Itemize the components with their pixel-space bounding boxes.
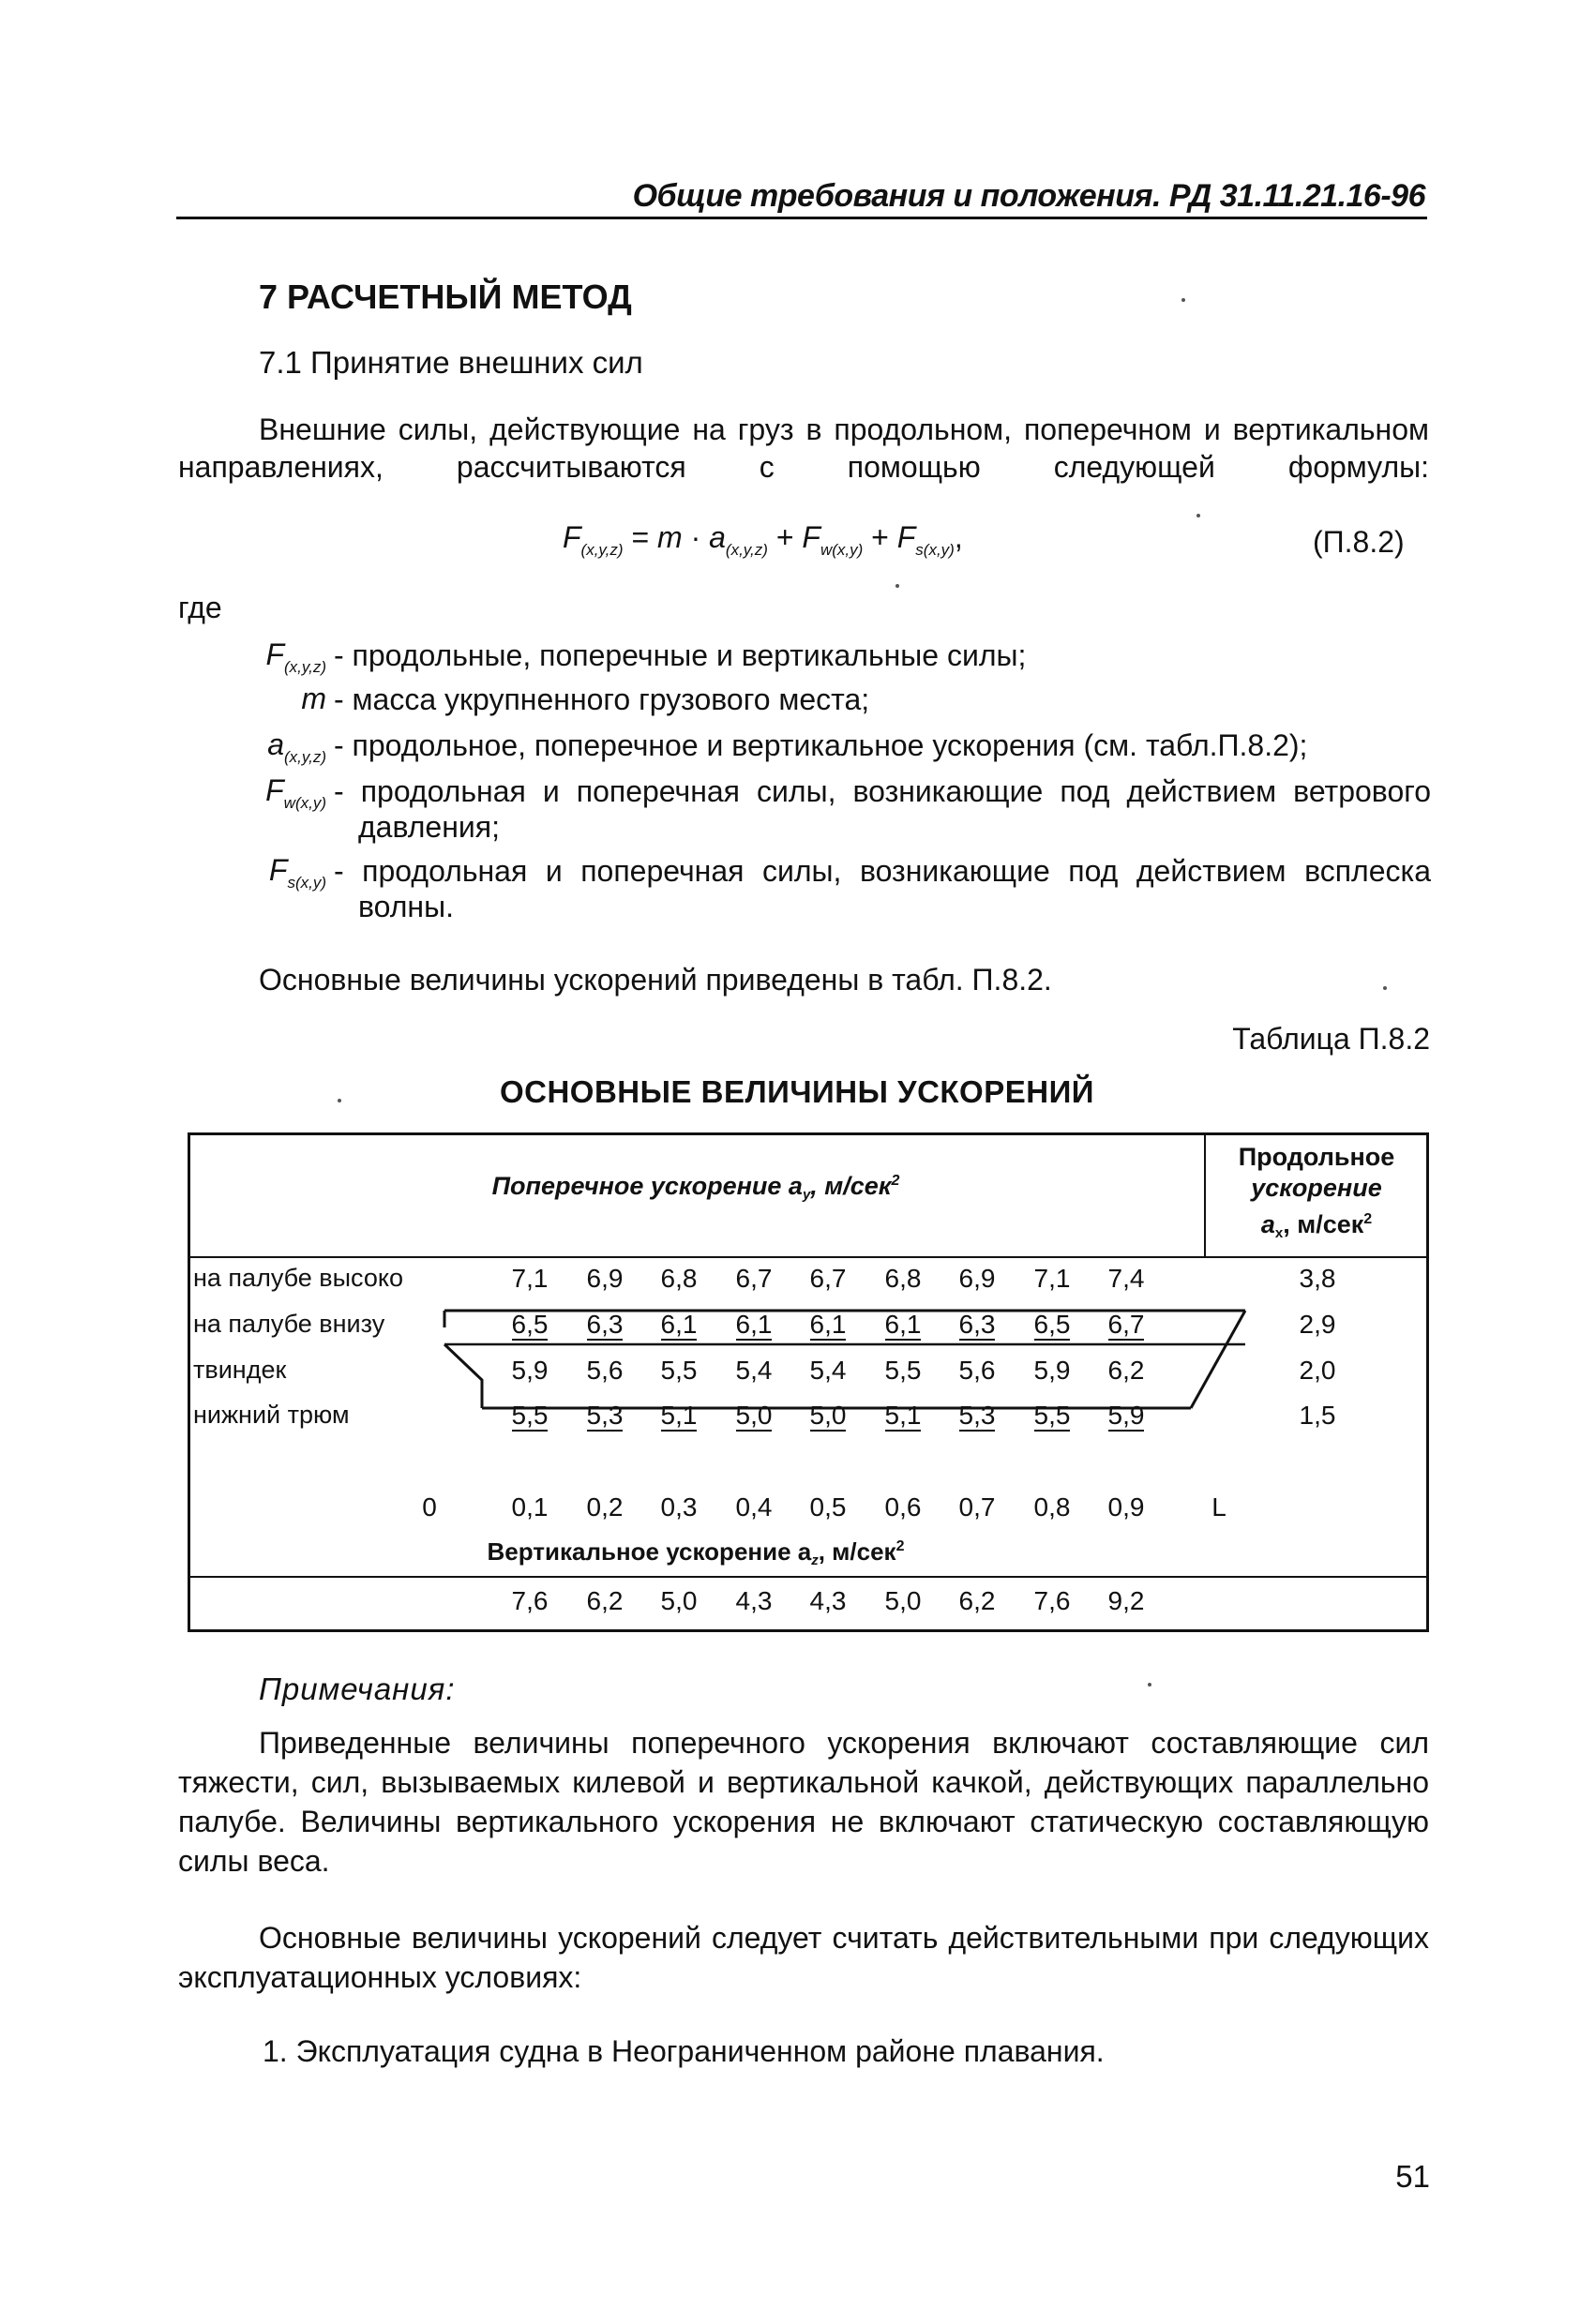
table-cell: 5,0 — [735, 1401, 773, 1430]
longitudinal-cell: 1,5 — [1299, 1401, 1336, 1430]
notes-title: Примечания: — [259, 1672, 456, 1706]
intro-paragraph: Внешние силы, действующие на груз в продольном, поперечном и вертикальном направлениях, рассчитываются с помощью следующей формулы: — [178, 412, 1429, 484]
scale-tick: 0,8 — [1033, 1492, 1071, 1522]
definition-symbol: $a_{(x,y,z)}$ — [267, 727, 326, 766]
table-cell: 6,9 — [958, 1264, 996, 1293]
vertical-cell: 7,6 — [511, 1586, 549, 1615]
scan-speck — [1148, 1683, 1151, 1687]
table-cell: 6,7 — [809, 1264, 847, 1293]
table-cell: 6,1 — [735, 1310, 773, 1339]
definition-symbol: m — [301, 682, 326, 715]
scale-tick: 0,5 — [809, 1492, 847, 1522]
hull-outline-icon — [441, 1303, 1266, 1444]
scale-tick: 0,7 — [958, 1492, 996, 1522]
table-cell: 5,5 — [884, 1356, 922, 1385]
scan-speck — [895, 584, 899, 588]
transverse-acceleration-header: Поперечное ускорение $a_y$, м/сек$^2$ — [491, 1172, 900, 1203]
table-cell: 5,4 — [809, 1356, 847, 1385]
running-header: Общие требования и положения. РД 31.11.21.16-96 — [632, 178, 1425, 214]
table-cell: 6,8 — [884, 1264, 922, 1293]
longitudinal-acceleration-header: Продольное ускорение $a_x$, м/сек$^2$ — [1238, 1143, 1395, 1241]
scan-speck — [1383, 986, 1387, 990]
table-cell: 5,6 — [586, 1356, 624, 1385]
vertical-cell: 9,2 — [1107, 1586, 1145, 1615]
table-cell: 5,9 — [1033, 1356, 1071, 1385]
subsection-heading: 7.1 Принятие внешних сил — [259, 345, 643, 380]
scale-end: L — [1211, 1492, 1226, 1522]
where-label: где — [178, 591, 222, 624]
longitudinal-cell: 2,9 — [1299, 1310, 1336, 1339]
row-label: твиндек — [193, 1356, 287, 1384]
row-label: нижний трюм — [193, 1401, 350, 1429]
table-cell: 5,5 — [511, 1401, 549, 1430]
table-cell: 5,4 — [735, 1356, 773, 1385]
longitudinal-cell: 2,0 — [1299, 1356, 1336, 1385]
table-cell: 6,3 — [958, 1310, 996, 1339]
vertical-cell: 5,0 — [884, 1586, 922, 1615]
scan-speck — [338, 1099, 341, 1102]
table-cell: 6,8 — [660, 1264, 698, 1293]
definition-text: - продольное, поперечное и вертикальное ускорения (см. табл.П.8.2); — [334, 728, 1308, 762]
table-cell: 5,5 — [1033, 1401, 1071, 1430]
table-cell: 6,9 — [586, 1264, 624, 1293]
definition-text: - масса укрупненного грузового места; — [334, 682, 870, 716]
scale-tick: 0,4 — [735, 1492, 773, 1522]
vertical-cell: 5,0 — [660, 1586, 698, 1615]
table-cell: 5,1 — [884, 1401, 922, 1430]
definition-symbol: $F_{s(x,y)}$ — [268, 853, 326, 892]
table-cell: 6,1 — [809, 1310, 847, 1339]
vertical-cell: 6,2 — [586, 1586, 624, 1615]
vertical-cell: 7,6 — [1033, 1586, 1071, 1615]
definition-symbol: $F_{(x,y,z)}$ — [265, 637, 326, 676]
row-label: на палубе внизу — [193, 1310, 385, 1338]
notes-paragraph: Приведенные величины поперечного ускорения включают составляющие сил тяжести, сил, вызываемых килевой и вертикальной качкой, действующих параллельно палубе. Величины вертикального ускорения не включают статическую составляющую силы веса. — [178, 1726, 1429, 1878]
definition-text: - продольные, поперечные и вертикальные силы; — [334, 638, 1027, 672]
table-cell: 5,3 — [958, 1401, 996, 1430]
scale-tick: 0,1 — [511, 1492, 549, 1522]
vertical-cell: 4,3 — [809, 1586, 847, 1615]
condition-item: 1. Эксплуатация судна в Неограниченном районе плавания. — [263, 2034, 1105, 2068]
table-header-divider — [188, 1256, 1429, 1258]
section-heading: 7 РАСЧЕТНЫЙ МЕТОД — [259, 277, 632, 316]
table-cell: 6,5 — [1033, 1310, 1071, 1339]
definition-text: - продольная и поперечная силы, возникающие под действием ветрового давления; — [334, 774, 1431, 844]
formula-number: (П.8.2) — [1313, 525, 1405, 559]
table-cell: 6,7 — [1107, 1310, 1145, 1339]
table-cell: 6,1 — [660, 1310, 698, 1339]
definition-symbol: $F_{w(x,y)}$ — [265, 773, 326, 812]
vertical-cell: 6,2 — [958, 1586, 996, 1615]
scan-speck — [1196, 514, 1200, 517]
table-cell: 6,1 — [884, 1310, 922, 1339]
table-cell: 5,5 — [660, 1356, 698, 1385]
table-title: ОСНОВНЫЕ ВЕЛИЧИНЫ УСКОРЕНИЙ — [499, 1074, 1095, 1109]
notes-paragraph: Основные величины ускорений следует считать действительными при следующих эксплуатационных условиях: — [178, 1921, 1429, 1994]
scale-start: 0 — [422, 1492, 437, 1522]
table-label: Таблица П.8.2 — [1232, 1022, 1430, 1056]
scale-tick: 0,3 — [660, 1492, 698, 1522]
header-rule — [176, 217, 1427, 219]
table-cell: 6,2 — [1107, 1356, 1145, 1385]
force-formula: $F_{(x,y,z)} = m \cdot a_{(x,y,z)} + F_{w(x,y)} + F_{s(x,y)}$, — [563, 520, 963, 559]
table-cell: 6,7 — [735, 1264, 773, 1293]
page-number: 51 — [1395, 2159, 1430, 2194]
table-cell: 5,0 — [809, 1401, 847, 1430]
vertical-cell: 4,3 — [735, 1586, 773, 1615]
table-cell: 5,9 — [511, 1356, 549, 1385]
table-cell: 7,1 — [1033, 1264, 1071, 1293]
table-cell: 5,3 — [586, 1401, 624, 1430]
table-cell: 6,5 — [511, 1310, 549, 1339]
scan-speck — [1181, 298, 1185, 302]
table-cell: 6,3 — [586, 1310, 624, 1339]
table-cell: 5,6 — [958, 1356, 996, 1385]
scale-tick: 0,2 — [586, 1492, 624, 1522]
table-vertical-divider — [188, 1576, 1429, 1578]
scale-tick: 0,6 — [884, 1492, 922, 1522]
table-reference: Основные величины ускорений приведены в табл. П.8.2. — [259, 963, 1052, 997]
definition-text: - продольная и поперечная силы, возникающие под действием всплеска волны. — [334, 854, 1431, 923]
vertical-acceleration-header: Вертикальное ускорение $a_z$, м/сек$^2$ — [487, 1537, 905, 1568]
table-cell: 5,1 — [660, 1401, 698, 1430]
table-cell: 5,9 — [1107, 1401, 1145, 1430]
longitudinal-cell: 3,8 — [1299, 1264, 1336, 1293]
row-label: на палубе высоко — [193, 1264, 404, 1292]
table-cell: 7,1 — [511, 1264, 549, 1293]
table-cell: 7,4 — [1107, 1264, 1145, 1293]
scale-tick: 0,9 — [1107, 1492, 1145, 1522]
